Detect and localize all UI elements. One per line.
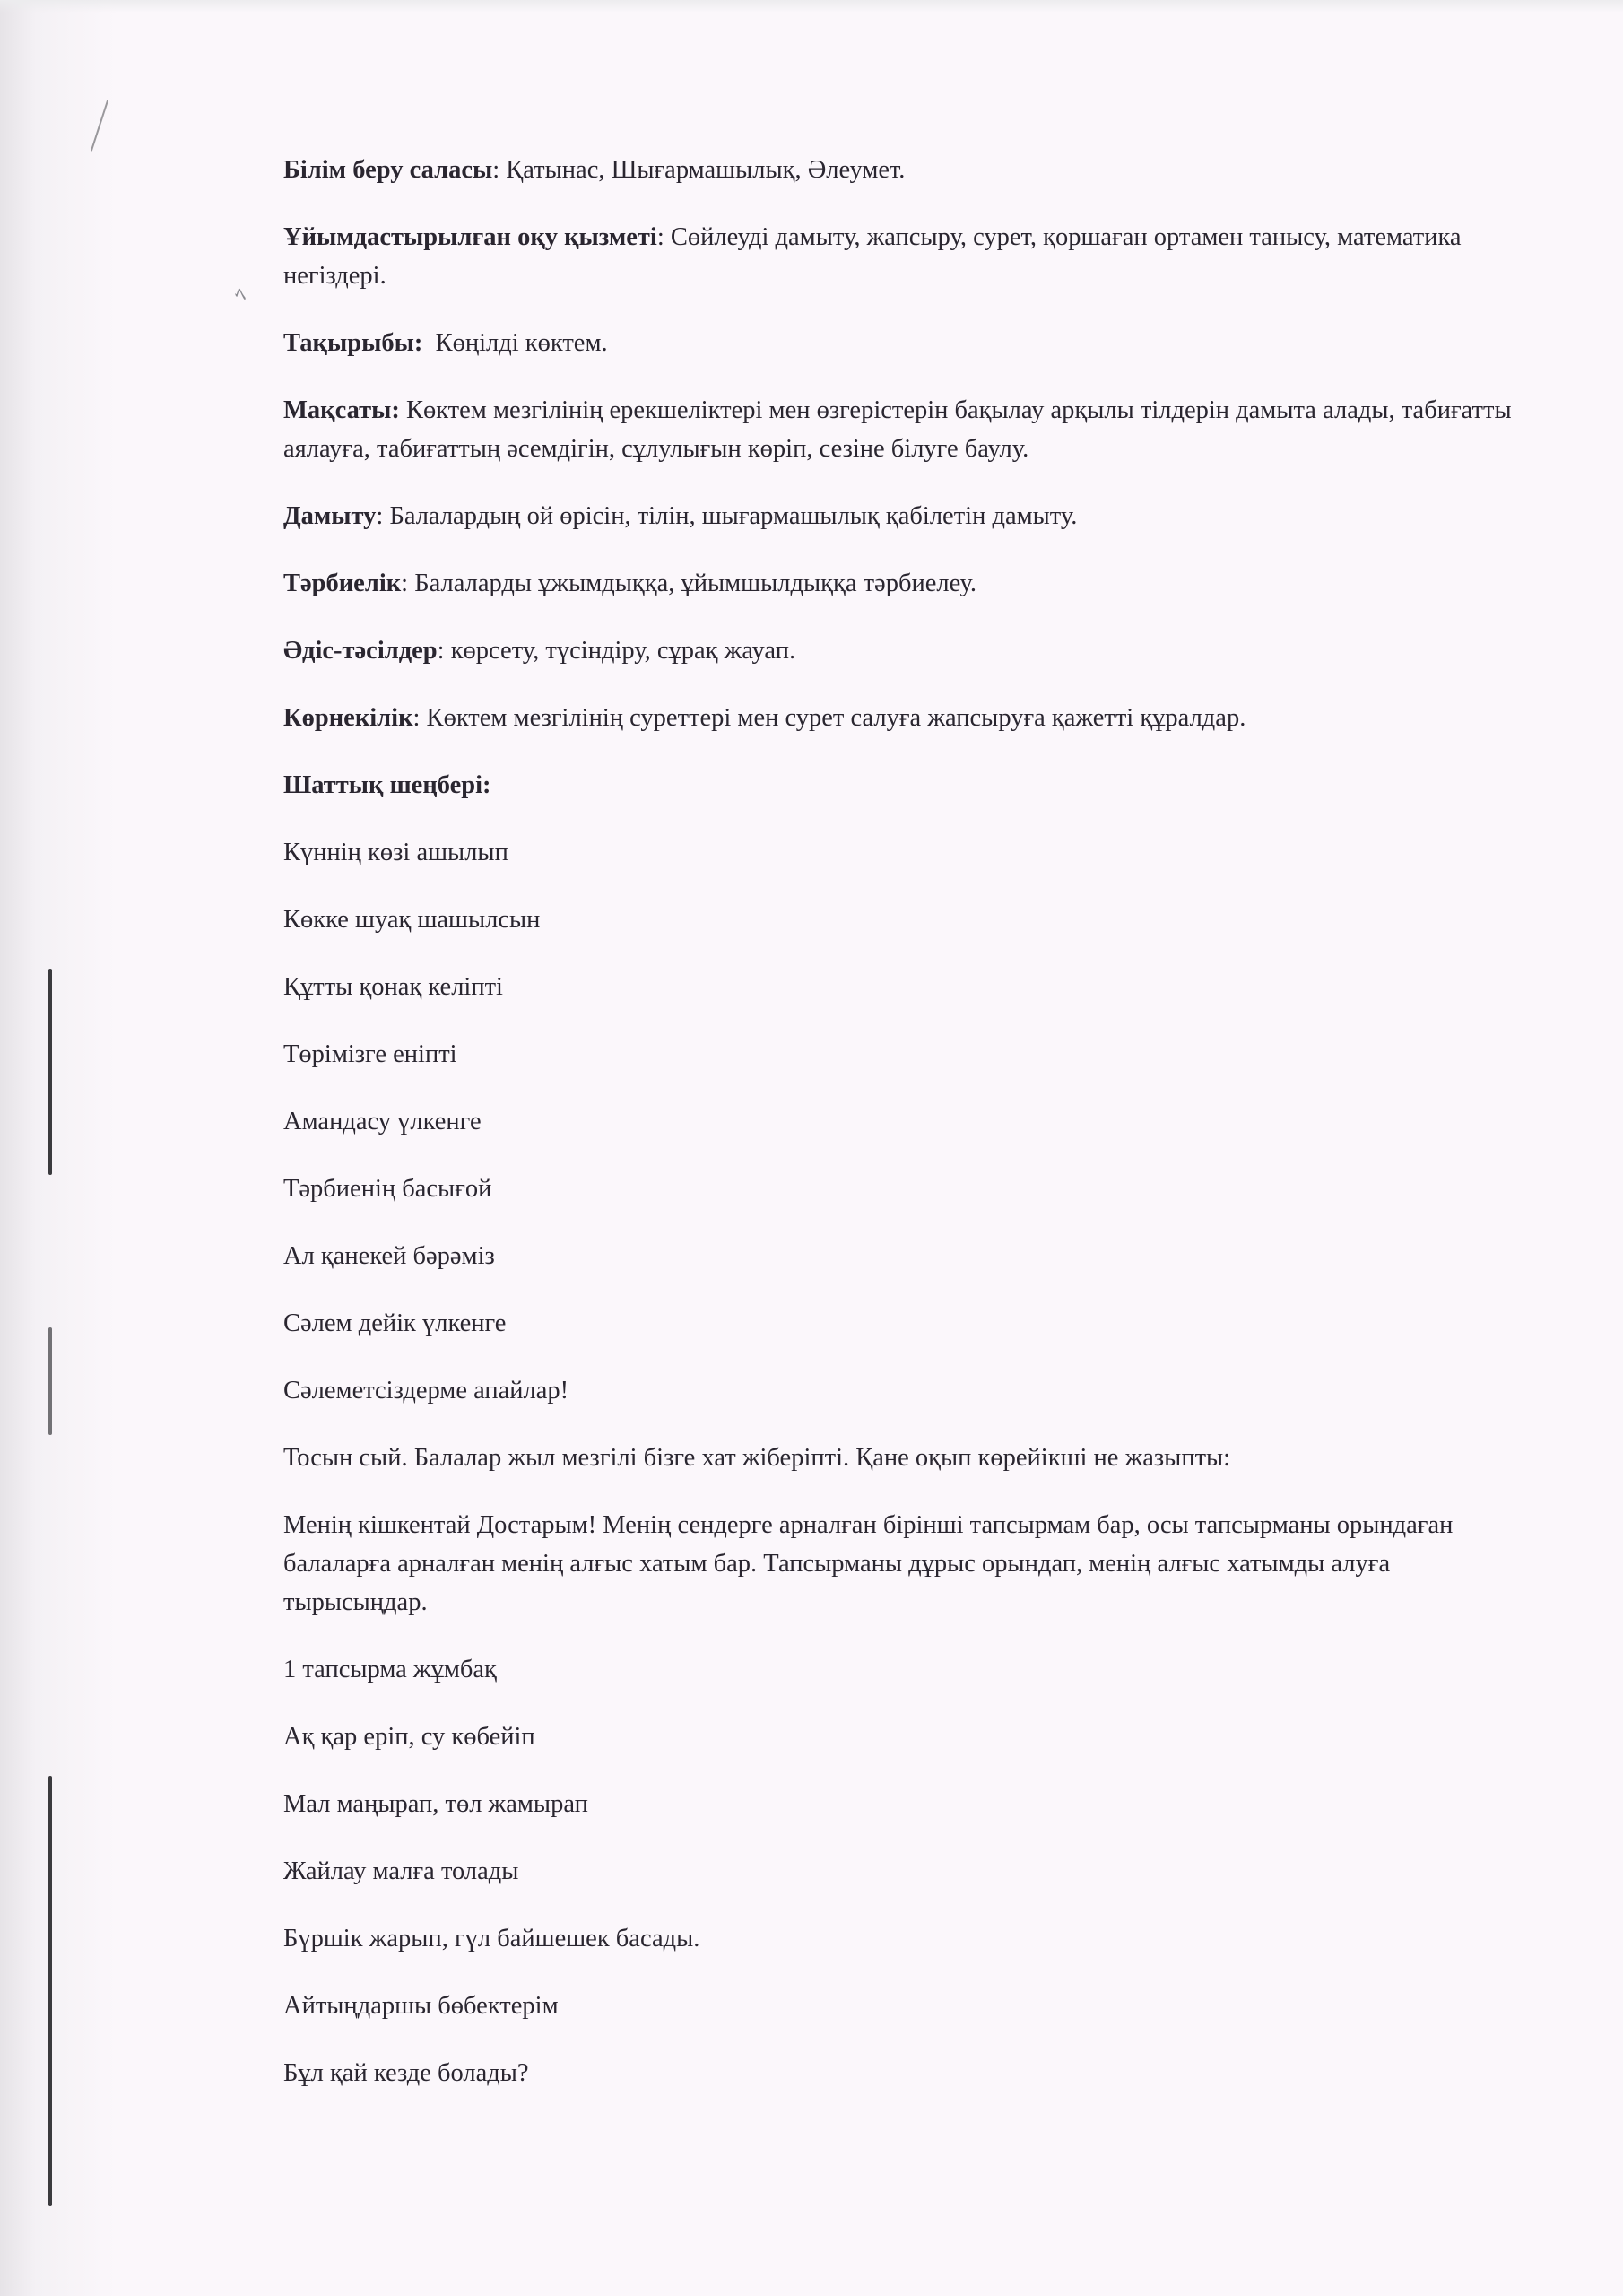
methods-label: Әдіс-тәсілдер — [283, 637, 438, 665]
poem-line: Амандасу үлкенге — [283, 1108, 482, 1135]
development-text: : Балалардың ой өрісін, тілін, шығармашылық қабілетін дамыту. — [376, 502, 1078, 530]
methods — [283, 631, 1530, 670]
document-body — [283, 151, 1530, 2121]
scan-speck: ﾍ — [235, 283, 246, 307]
goal-label: Мақсаты: — [283, 396, 400, 424]
riddle-line: Бұл қай кезде болады? — [283, 2059, 529, 2087]
riddle-line: Бүршік жарып, гүл байшешек басады. — [283, 1925, 700, 1952]
upbringing-label: Тәрбиелік — [283, 570, 402, 597]
methods-text: : көрсету, түсіндіру, сұрақ жауап. — [437, 637, 796, 665]
scan-edge-line — [48, 1327, 52, 1435]
visual-aids-text: : Көктем мезгілінің суреттері мен сурет салуға жапсыруға қажетті құралдар. — [412, 704, 1246, 732]
upbringing-text: : Балаларды ұжымдыққа, ұйымшылдыққа тәрбиелеу. — [401, 570, 977, 597]
poem-line: Тәрбиенің басығой — [283, 1175, 492, 1203]
poem-line: Күннің көзі ашылып — [283, 839, 508, 866]
visual-aids-label: Көрнекілік — [283, 704, 413, 732]
education-area-label: Білім беру саласы — [283, 156, 493, 184]
development-label: Дамыту — [283, 502, 377, 530]
riddle-line: Жайлау малға толады — [283, 1857, 519, 1885]
topic-label: Тақырыбы: — [283, 329, 423, 357]
scan-top-shadow — [0, 0, 1623, 13]
organized-activity-label: Ұйымдастырылған оқу қызметі — [283, 223, 657, 251]
poem-line: Төрімізге еніпті — [283, 1040, 457, 1068]
topic-text: Көңілді көктем. — [422, 329, 608, 357]
education-area — [283, 151, 1530, 189]
goal — [283, 391, 1530, 468]
development — [283, 497, 1530, 535]
surprise-gift-text: Тосын сый. Балалар жыл мезгілі бізге хат жіберіпті. Қане оқып көрейікші не жазыпты: — [283, 1444, 1231, 1472]
organized-activity — [283, 218, 1530, 295]
joy-circle-heading — [283, 766, 1530, 804]
riddle-line: Ақ қар еріп, су көбейіп — [283, 1723, 535, 1751]
poem-line: Сәлем дейік үлкенге — [283, 1309, 507, 1337]
poem-line: Көкке шуақ шашылсын — [283, 906, 541, 934]
scan-edge-line — [48, 969, 52, 1175]
joy-circle-label: Шаттық шеңбері: — [283, 771, 491, 799]
poem-line: Құтты қонақ келіпті — [283, 973, 503, 1001]
topic — [283, 324, 1530, 362]
poem-line: Сәлеметсіздерме апайлар! — [283, 1377, 569, 1405]
upbringing — [283, 564, 1530, 603]
scan-edge-line — [48, 1776, 52, 2206]
riddle-line: Мал маңырап, төл жамырап — [283, 1790, 588, 1818]
riddle-line: Айтыңдаршы бөбектерім — [283, 1992, 559, 2020]
organized-activity-text: : Сөйлеуді дамыту, жапсыру, сурет, қоршаған ортамен танысу, математика негіздері. — [283, 223, 1462, 290]
scan-left-shadow — [0, 0, 117, 2296]
task-line: 1 тапсырма жұмбақ — [283, 1656, 497, 1683]
visual-aids — [283, 699, 1530, 737]
education-area-text: : Қатынас, Шығармашылық, Әлеумет. — [492, 156, 906, 184]
letter-text: Менің кішкентай Достарым! Менің сендерге арналған бірінші тапсырмам бар, осы тапсырманы орындаған балаларға арналған менің алғыс хатым бар. Тапсырманы дұрыс орындап, менің алғыс хатымды алуға тырысыңдар. — [283, 1511, 1454, 1616]
goal-text: Көктем мезгілінің ерекшеліктері мен өзгерістерін бақылау арқылы тілдерін дамыта алады, табиғатты аялауға, табиғаттың әсемдігін, сұлулығын көріп, сезіне білуге баулу. — [283, 396, 1512, 463]
poem-line: Ал қанекей бәрәміз — [283, 1242, 495, 1270]
